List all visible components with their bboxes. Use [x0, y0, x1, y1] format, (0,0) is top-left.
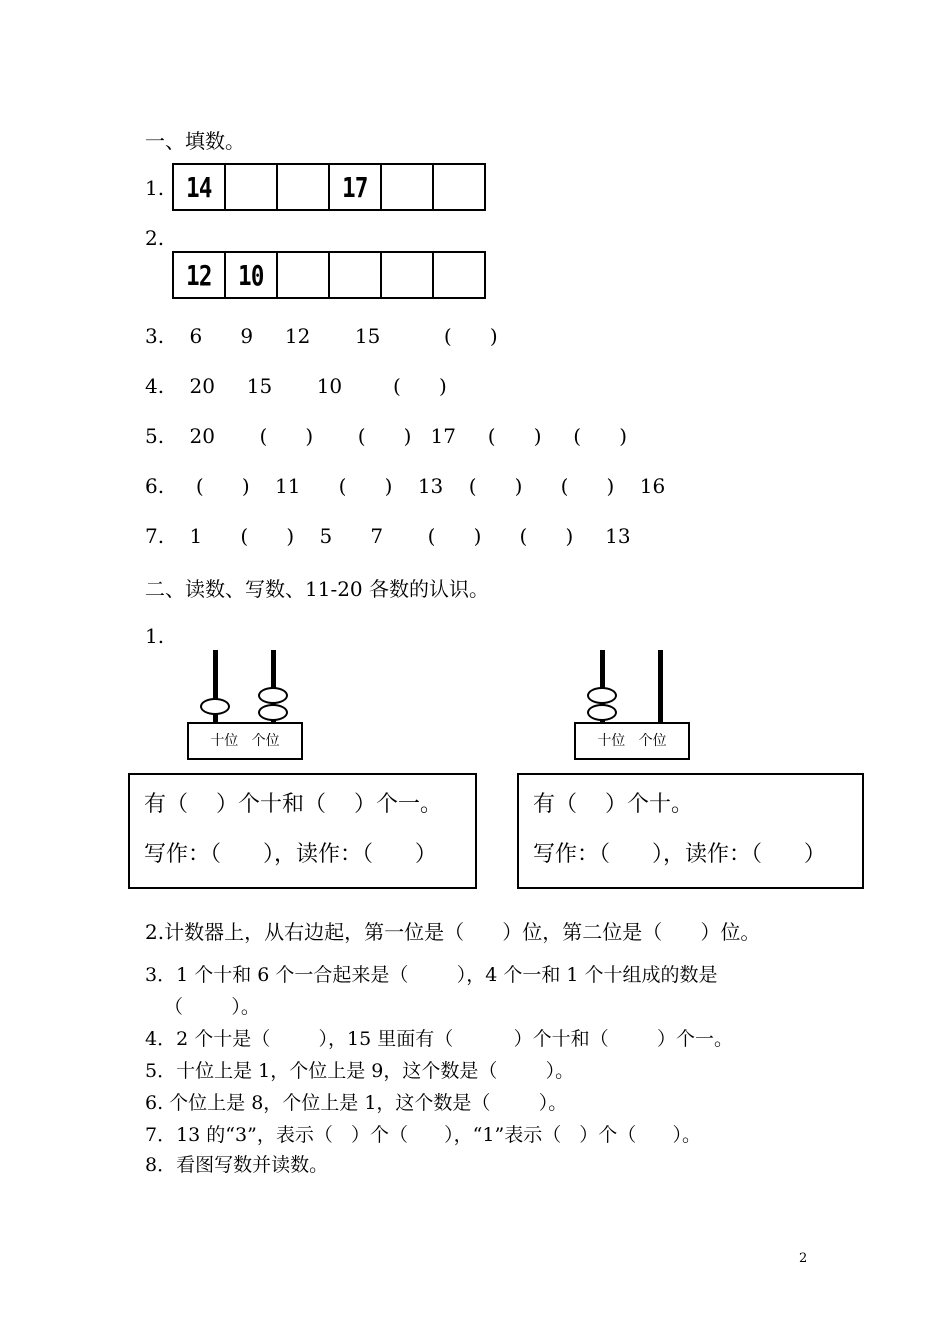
q1-cell[interactable]	[226, 165, 278, 209]
s2-q6: 6. 个位上是 8，个位上是 1，这个数是（ ）。	[145, 1092, 568, 1114]
q5-sequence: 5. 20 ( ) ( ) 17 ( ) ( )	[145, 424, 628, 448]
s2-q3-line2: （ ）。	[164, 996, 260, 1018]
s2-q1-label: 1.	[145, 624, 165, 648]
q1-cell[interactable]	[382, 165, 434, 209]
q1-cell[interactable]	[434, 165, 484, 209]
q1-cell[interactable]: 14	[174, 165, 226, 209]
section2-title: 二、读数、写数、11-20 各数的认识。	[145, 577, 490, 601]
s2-q3-line1: 3．1 个十和 6 个一合起来是（ ），4 个一和 1 个十组成的数是	[145, 964, 718, 986]
answer-box-right	[517, 773, 864, 889]
q1-number-cells	[172, 163, 486, 211]
q2-number-cells	[172, 251, 486, 299]
q2-cell[interactable]	[330, 253, 382, 297]
q3-sequence: 3. 6 9 12 15 ( )	[145, 324, 498, 348]
s2-q5: 5．十位上是 1，个位上是 9，这个数是（ ）。	[145, 1060, 575, 1082]
s2-q2: 2.计数器上，从右边起，第一位是（ ）位，第二位是（ ）位。	[145, 920, 761, 944]
abacus-bead	[200, 698, 230, 715]
s2-q4: 4．2 个十是（ ），15 里面有（ ）个十和（ ）个一。	[145, 1028, 733, 1050]
answer-box-left	[128, 773, 477, 889]
abacus-bead	[258, 687, 288, 704]
box-right-line1: 有（ ）个十。	[533, 792, 693, 817]
abacus-place-label: 十位 个位	[574, 722, 690, 760]
box-right-line2: 写作：（ ），读作：（ ）	[533, 842, 826, 867]
section1-title: 一、填数。	[145, 129, 245, 153]
s2-q7: 7．13 的“3”，表示（ ）个（ ），“1”表示（ ）个（ ）。	[145, 1124, 702, 1146]
q2-cell[interactable]	[434, 253, 484, 297]
q1-cell[interactable]: 17	[330, 165, 382, 209]
q7-sequence: 7. 1 ( ) 5 7 ( ) ( ) 13	[145, 524, 631, 548]
q4-sequence: 4. 20 15 10 ( )	[145, 374, 447, 398]
q6-sequence: 6. ( ) 11 ( ) 13 ( ) ( ) 16	[145, 474, 666, 498]
abacus-left	[187, 650, 327, 770]
abacus-bead	[587, 704, 617, 721]
page-number: 2	[799, 1251, 808, 1266]
abacus-rod-ones	[658, 650, 663, 722]
box-left-line2: 写作：（ ），读作：（ ）	[144, 842, 437, 867]
q2-label: 2.	[145, 226, 165, 250]
q1-label: 1.	[145, 176, 165, 200]
q2-cell[interactable]: 10	[226, 253, 278, 297]
abacus-bead	[258, 704, 288, 721]
abacus-place-label: 十位 个位	[187, 722, 303, 760]
abacus-right	[574, 650, 714, 770]
box-left-line1: 有（ ）个十和（ ）个一。	[144, 792, 442, 817]
abacus-bead	[587, 687, 617, 704]
q2-cell[interactable]: 12	[174, 253, 226, 297]
q1-cell[interactable]	[278, 165, 330, 209]
q2-cell[interactable]	[278, 253, 330, 297]
q2-cell[interactable]	[382, 253, 434, 297]
s2-q8: 8．看图写数并读数。	[145, 1154, 329, 1176]
